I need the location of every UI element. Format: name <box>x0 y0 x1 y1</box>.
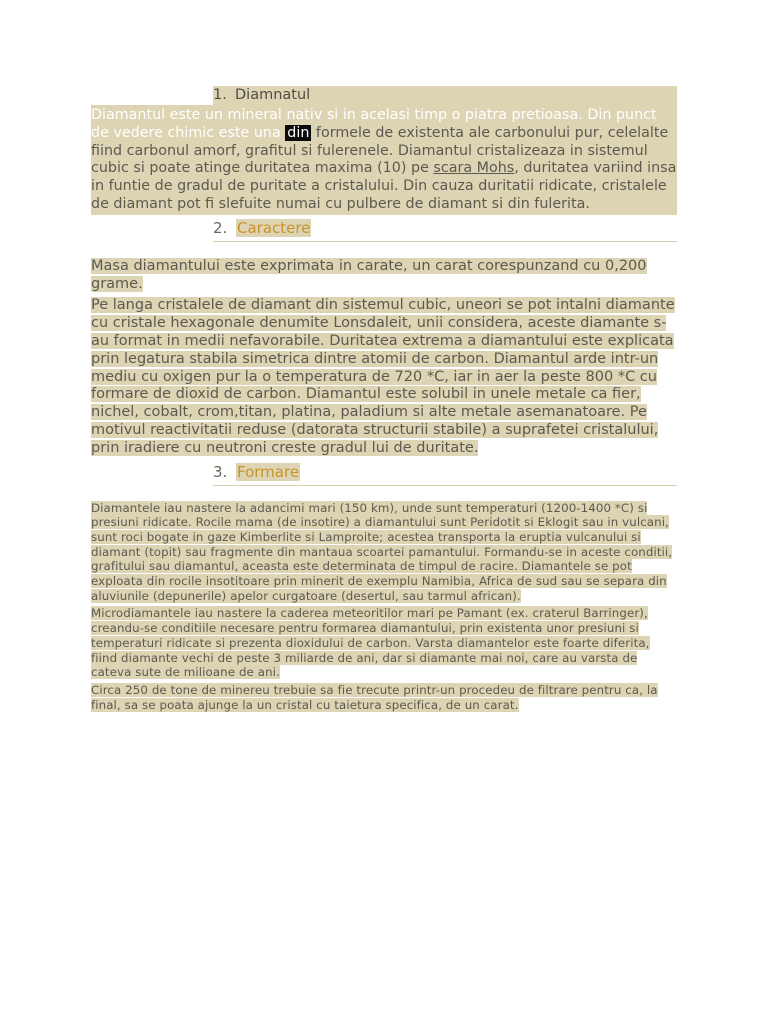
selected-word[interactable]: din <box>287 124 310 141</box>
scara-mohs-link[interactable]: scara Mohs <box>433 160 515 177</box>
section3-paragraph-2 <box>91 606 677 680</box>
document-page <box>91 86 677 712</box>
section2-title: Caractere <box>237 218 311 237</box>
section2-number: 2. <box>213 218 228 237</box>
section1-heading <box>213 86 677 105</box>
section2-paragraph-1 <box>91 258 677 294</box>
section3-paragraph-3 <box>91 683 677 712</box>
section2-paragraph-2 <box>91 297 677 457</box>
section2-heading <box>213 217 677 241</box>
section3-paragraph-3-text: Circa 250 de tone de minereu trebuie sa fie trecute printr-un procedeu de filtrare pentru ca, la final, sa se poata ajunge la un cristal cu taietura specifica, de un carat. <box>91 682 658 712</box>
section3-heading <box>213 461 677 485</box>
section1-text-a: formele de existenta ale carbonului pur, celelalte fiind carbonul amorf, grafitul si fulerenele. Diamantul cristalizeaza in sistemul cubic si poate atinge duritatea maxima (10) pe <box>91 124 669 177</box>
section1-paragraph <box>91 105 677 215</box>
section3-number: 3. <box>213 462 228 481</box>
section3-paragraph-2-text: Microdiamantele iau nastere la caderea meteoritilor mari pe Pamant (ex. craterul Barringer), creandu-se conditiile necesare pentru formarea diamantului, prin existenta unor presiuni si temperaturi ridicate si prezenta dioxidului de carbon. Varsta diamantelor este foarte diferita, fiind diamante vechi de peste 3 miliarde de ani, dar si diamante mai noi, care au varsta de cateva sute de milioane de ani. <box>91 606 650 680</box>
section3-title: Formare <box>237 462 300 481</box>
section1-title: Diamnatul <box>235 87 311 103</box>
section1-text-b: , duritatea variind insa in funtie de gradul de puritate a cristalului. Din cauza duritatii ridicate, cristalele de diamant pot fi slefuite numai cu pulbere de diamant si din fulerita. <box>91 160 677 212</box>
section2-paragraph-2-text: Pe langa cristalele de diamant din sistemul cubic, uneori se pot intalni diamante cu cristale hexagonale denumite Lonsdaleit, unii considera, aceste diamante s-au format in medii nefavorabile. Duritatea extrema a diamantului este explicata prin legatura stabila simetrica dintre atomii de carbon. Diamantul arde intr-un mediu cu oxigen pur la o temperatura de 720 *C, iar in aer la peste 800 *C cu formare de dioxid de carbon. Diamantul este solubil in unele metale ca fier, nichel, cobalt, crom,titan, platina, paladium si alte metale asemanatoare. Pe motivul reactivitatii reduse (datorata structurii stabile) a suprafetei cristalului, prin iradiere cu neutroni creste gradul lui de duritate. <box>91 297 675 456</box>
section1-text-white: Diamantul este un mineral nativ si in acelasi timp o piatra pretioasa. Din punct de vedere chimic este una <box>91 107 657 141</box>
section1-number: 1. <box>213 87 227 103</box>
section3-paragraph-1 <box>91 501 677 604</box>
section3-paragraph-1-text: Diamantele iau nastere la adancimi mari (150 km), unde sunt temperaturi (1200-1400 *C) si presiuni ridicate. Rocile mama (de insotire) a diamantului sunt Peridotit si Eklogit sau in vulcani, sunt roci bogate in gaze Kimberlite si Lamproite; acestea transporta la eruptia vulcanului si diamant (topit) sau fragmente din mantaua scoartei pamantului. Formandu-se in aceste conditii, grafitului sau diamantul, aceasta este determinata de timpul de racire. Diamantele se pot exploata din rocile insotitoare prin minerit de exemplu Namibia, Africa de sud sau se separa din aluviunile (depunerile) apelor curgatoare (desertul, sau tarmul african). <box>91 500 673 603</box>
section2-paragraph-1-text: Masa diamantului este exprimata in carate, un carat corespunzand cu 0,200 grame. <box>91 257 647 292</box>
